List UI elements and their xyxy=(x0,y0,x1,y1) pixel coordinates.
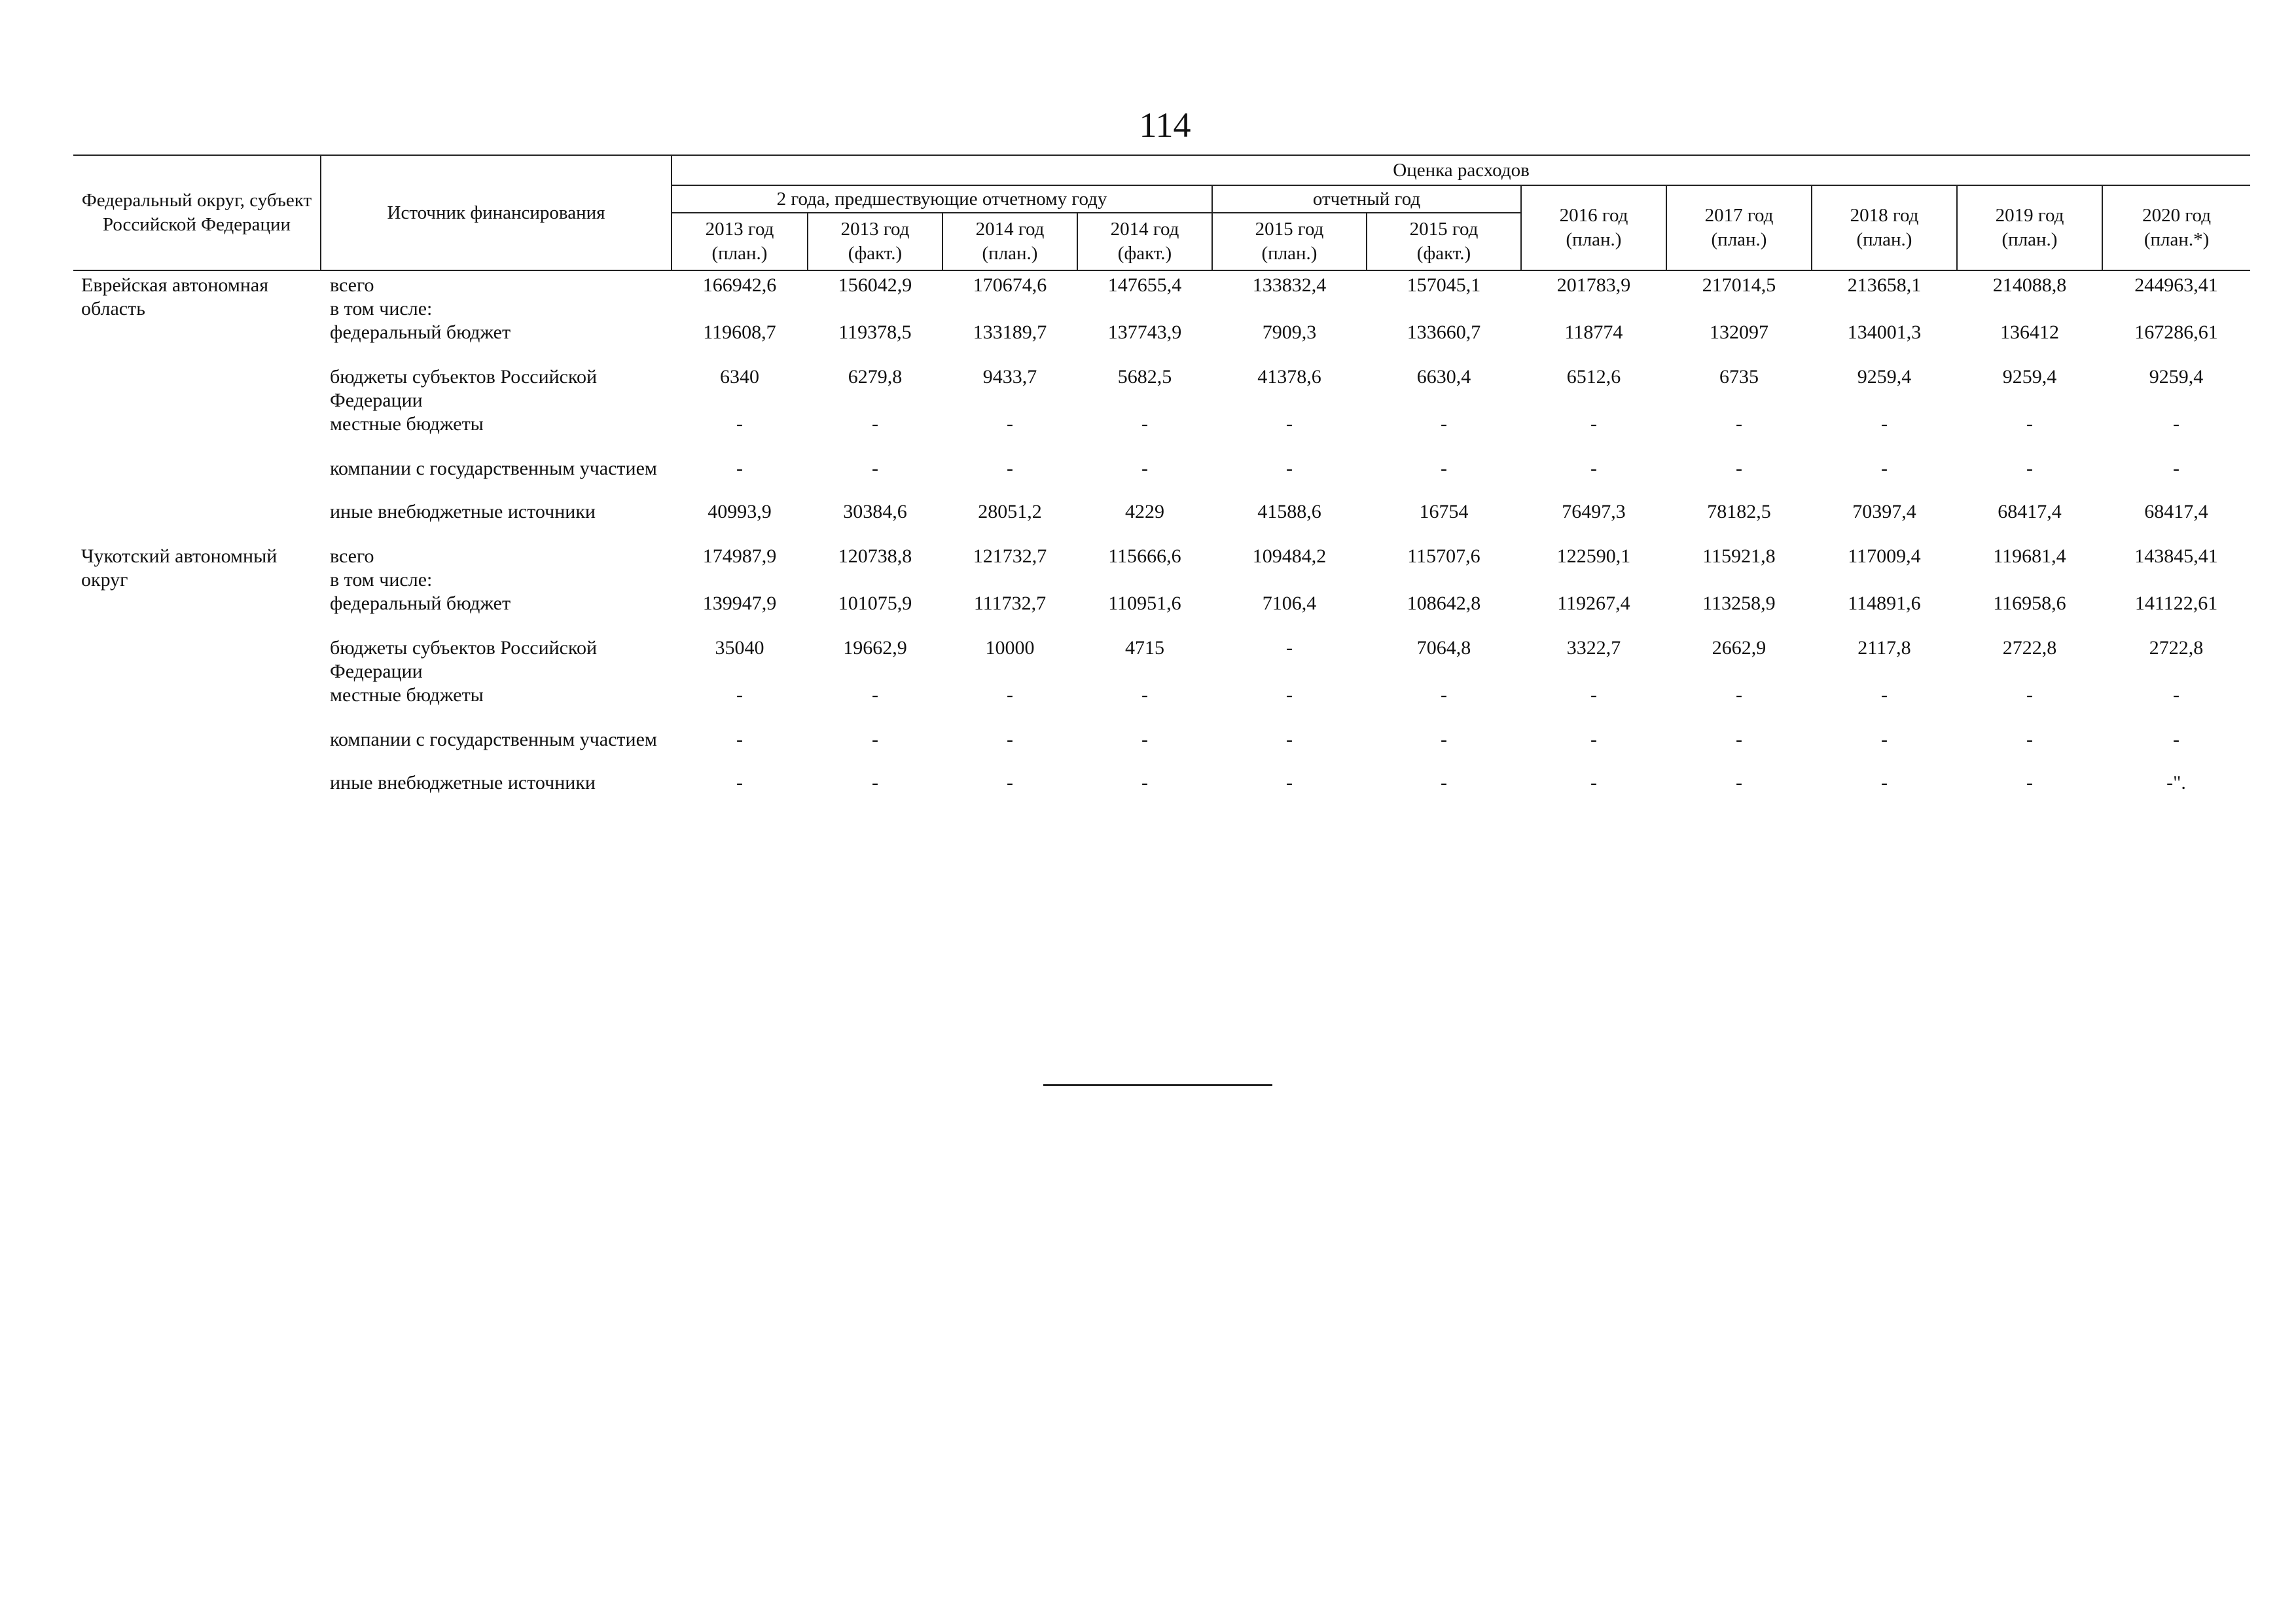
source-label: компании с государственным участием xyxy=(330,729,657,750)
region-cell-empty xyxy=(73,634,321,684)
expenditure-table xyxy=(73,155,2250,813)
value-cell: 115707,6 xyxy=(1407,545,1480,567)
value-cell: 9259,4 xyxy=(2002,366,2057,388)
value-cell: 10000 xyxy=(985,637,1035,659)
table-row xyxy=(73,363,2250,412)
value-cell: 19662,9 xyxy=(843,637,907,659)
value-cell: - xyxy=(1736,458,1742,479)
value-cell: 9259,4 xyxy=(2149,366,2204,388)
value-cell: 156042,9 xyxy=(838,274,912,296)
value-cell: 4715 xyxy=(1125,637,1164,659)
source-label: бюджеты субъектов Российской Федерации xyxy=(330,366,598,411)
value-cell: - xyxy=(1141,684,1148,706)
source-cell xyxy=(321,771,672,813)
value-cell: - xyxy=(1007,772,1013,793)
value-cell: 214088,8 xyxy=(1992,274,2067,296)
value-cell: - xyxy=(872,458,878,479)
region-cell-empty xyxy=(73,363,321,412)
source-cell xyxy=(321,500,672,542)
value-cell: - xyxy=(1441,684,1447,706)
region-name: Чукотский автономный округ xyxy=(81,545,278,591)
source-sublabel: в том числе: xyxy=(330,298,433,319)
year-column-header: 2015 год (факт.) xyxy=(1367,213,1521,270)
value-cell: 4229 xyxy=(1125,501,1164,522)
table-row xyxy=(73,542,2250,592)
source-label: бюджеты субъектов Российской Федерации xyxy=(330,637,598,682)
value-cell: 174987,9 xyxy=(702,545,777,567)
value-cell: 217014,5 xyxy=(1702,274,1776,296)
value-cell: - xyxy=(1590,772,1597,793)
value-cell: 119681,4 xyxy=(1993,545,2066,567)
report-year-group-header: отчетный год xyxy=(1212,185,1521,213)
year-column-header: 2013 год (факт.) xyxy=(808,213,942,270)
page-number: 114 xyxy=(1139,105,1191,145)
value-cell: - xyxy=(1881,684,1888,706)
value-cell: - xyxy=(736,458,743,479)
value-cell: 134001,3 xyxy=(1847,321,1922,343)
value-cell: 2722,8 xyxy=(2149,637,2204,659)
value-cell: - xyxy=(1441,729,1447,750)
value-cell: 120738,8 xyxy=(838,545,912,567)
region-cell-empty xyxy=(73,771,321,813)
source-label: иные внебюджетные источники xyxy=(330,501,596,522)
value-cell: 7909,3 xyxy=(1262,321,1317,343)
value-cell: 6279,8 xyxy=(848,366,903,388)
value-cell: 117009,4 xyxy=(1848,545,1921,567)
value-cell: - xyxy=(1441,458,1447,479)
value-cell: - xyxy=(1286,729,1293,750)
budget-table-sheet xyxy=(73,155,2250,940)
value-cell: - xyxy=(736,413,743,435)
value-cell: - xyxy=(1441,772,1447,793)
value-cell: - xyxy=(1286,684,1293,706)
year-column-header: 2019 год (план.) xyxy=(1957,185,2102,270)
source-cell xyxy=(321,412,672,454)
source-label: всего xyxy=(330,545,374,567)
source-label: федеральный бюджет xyxy=(330,593,511,614)
value-cell: - xyxy=(1590,729,1597,750)
value-cell: - xyxy=(872,684,878,706)
value-cell: 244963,41 xyxy=(2134,274,2218,296)
value-cell: 118774 xyxy=(1564,321,1623,343)
value-cell: 116958,6 xyxy=(1993,593,2066,614)
value-cell: - xyxy=(2173,684,2180,706)
value-cell: - xyxy=(2026,413,2033,435)
value-cell: 108642,8 xyxy=(1407,593,1481,614)
value-cell: - xyxy=(1736,729,1742,750)
table-row xyxy=(73,500,2250,542)
value-cell: - xyxy=(2026,729,2033,750)
value-cell: 41588,6 xyxy=(1257,501,1321,522)
value-cell: 68417,4 xyxy=(2144,501,2208,522)
source-cell xyxy=(321,542,672,592)
table-header xyxy=(73,155,2250,270)
table-row xyxy=(73,270,2250,321)
table-row xyxy=(73,634,2250,684)
value-cell: - xyxy=(1736,413,1742,435)
table-body xyxy=(73,270,2250,813)
value-cell: 5682,5 xyxy=(1117,366,1172,388)
source-label: местные бюджеты xyxy=(330,413,484,435)
value-cell: - xyxy=(2026,684,2033,706)
region-cell-empty xyxy=(73,454,321,500)
table-row xyxy=(73,592,2250,634)
value-cell: 110951,6 xyxy=(1108,593,1181,614)
value-cell: 9259,4 xyxy=(1857,366,1912,388)
value-cell: - xyxy=(1590,413,1597,435)
source-label: всего xyxy=(330,274,374,296)
source-cell xyxy=(321,363,672,412)
table-row xyxy=(73,412,2250,454)
source-label: иные внебюджетные источники xyxy=(330,772,596,793)
value-cell: 2662,9 xyxy=(1712,637,1767,659)
source-cell xyxy=(321,684,672,725)
value-cell: 157045,1 xyxy=(1407,274,1481,296)
year-column-header: 2018 год (план.) xyxy=(1812,185,1957,270)
value-cell: 35040 xyxy=(715,637,764,659)
source-sublabel: в том числе: xyxy=(330,569,433,591)
value-cell: - xyxy=(1881,729,1888,750)
value-cell: 167286,61 xyxy=(2134,321,2218,343)
value-cell: 70397,4 xyxy=(1852,501,1916,522)
value-cell: - xyxy=(1881,458,1888,479)
value-cell: - xyxy=(2173,413,2180,435)
value-cell: 143845,41 xyxy=(2134,545,2218,567)
table-row xyxy=(73,771,2250,813)
value-cell: 136412 xyxy=(2000,321,2059,343)
value-cell: 6512,6 xyxy=(1566,366,1621,388)
value-cell: 2117,8 xyxy=(1857,637,1911,659)
value-cell: 115921,8 xyxy=(1702,545,1776,567)
value-cell: 170674,6 xyxy=(973,274,1047,296)
source-label: местные бюджеты xyxy=(330,684,484,706)
value-cell: 141122,61 xyxy=(2134,593,2218,614)
table-row xyxy=(73,454,2250,500)
source-cell xyxy=(321,270,672,321)
value-cell: 122590,1 xyxy=(1556,545,1631,567)
value-cell: - xyxy=(1736,772,1742,793)
value-cell: 3322,7 xyxy=(1566,637,1621,659)
value-cell: - xyxy=(736,684,743,706)
region-name: Еврейская автономная область xyxy=(81,274,268,319)
value-cell: 28051,2 xyxy=(978,501,1042,522)
value-cell: - xyxy=(1007,684,1013,706)
value-cell: 6735 xyxy=(1719,366,1759,388)
value-cell: - xyxy=(1590,684,1597,706)
region-cell-empty xyxy=(73,725,321,771)
value-cell: 7064,8 xyxy=(1416,637,1471,659)
value-cell: - xyxy=(872,729,878,750)
value-cell: - xyxy=(736,729,743,750)
region-cell-empty xyxy=(73,412,321,454)
value-cell: - xyxy=(1286,413,1293,435)
region-cell-empty xyxy=(73,592,321,634)
value-cell: 101075,9 xyxy=(838,593,912,614)
value-cell: - xyxy=(1286,637,1293,659)
value-cell: 114891,6 xyxy=(1848,593,1921,614)
year-column-header: 2020 год (план.*) xyxy=(2102,185,2250,270)
value-cell: 133189,7 xyxy=(973,321,1047,343)
value-cell: -". xyxy=(2166,772,2186,793)
value-cell: 132097 xyxy=(1710,321,1768,343)
prior-years-group-header: 2 года, предшествующие отчетному году xyxy=(672,185,1212,213)
source-cell xyxy=(321,725,672,771)
value-cell: - xyxy=(2026,772,2033,793)
value-cell: - xyxy=(2173,729,2180,750)
source-cell xyxy=(321,592,672,634)
value-cell: 147655,4 xyxy=(1107,274,1182,296)
value-cell: 7106,4 xyxy=(1262,593,1317,614)
year-column-header: 2013 год (план.) xyxy=(672,213,808,270)
source-cell xyxy=(321,321,672,363)
value-cell: 41378,6 xyxy=(1257,366,1321,388)
region-column-header: Федеральный округ, субъект Российской Федерации xyxy=(73,155,321,270)
value-cell: - xyxy=(1007,413,1013,435)
value-cell: - xyxy=(736,772,743,793)
value-cell: 115666,6 xyxy=(1108,545,1181,567)
value-cell: - xyxy=(1881,413,1888,435)
value-cell: - xyxy=(1141,458,1148,479)
value-cell: 76497,3 xyxy=(1562,501,1626,522)
value-cell: 139947,9 xyxy=(702,593,777,614)
value-cell: - xyxy=(1141,729,1148,750)
value-cell: - xyxy=(1590,458,1597,479)
value-cell: - xyxy=(1141,413,1148,435)
value-cell: 9433,7 xyxy=(982,366,1037,388)
value-cell: 40993,9 xyxy=(708,501,772,522)
value-cell: 119608,7 xyxy=(703,321,776,343)
value-cell: 109484,2 xyxy=(1252,545,1327,567)
value-cell: 137743,9 xyxy=(1107,321,1182,343)
value-cell: 133832,4 xyxy=(1252,274,1327,296)
value-cell: - xyxy=(872,413,878,435)
value-cell: - xyxy=(1881,772,1888,793)
footer-rule xyxy=(1043,1084,1272,1086)
value-cell: 2722,8 xyxy=(2002,637,2057,659)
source-label: федеральный бюджет xyxy=(330,321,511,343)
value-cell: 119267,4 xyxy=(1557,593,1630,614)
region-cell-empty xyxy=(73,500,321,542)
year-column-header: 2015 год (план.) xyxy=(1212,213,1367,270)
table-row xyxy=(73,321,2250,363)
value-cell: 30384,6 xyxy=(843,501,907,522)
value-cell: - xyxy=(1007,729,1013,750)
value-cell: 6340 xyxy=(720,366,759,388)
value-cell: 6630,4 xyxy=(1416,366,1471,388)
year-column-header: 2016 год (план.) xyxy=(1521,185,1666,270)
value-cell: - xyxy=(2026,458,2033,479)
year-column-header: 2014 год (факт.) xyxy=(1077,213,1212,270)
value-cell: 16754 xyxy=(1419,501,1469,522)
value-cell: 68417,4 xyxy=(1998,501,2062,522)
year-column-header: 2017 год (план.) xyxy=(1666,185,1812,270)
value-cell: 113258,9 xyxy=(1702,593,1776,614)
value-cell: - xyxy=(1286,772,1293,793)
value-cell: 121732,7 xyxy=(973,545,1047,567)
value-cell: 111732,7 xyxy=(973,593,1047,614)
value-cell: - xyxy=(1007,458,1013,479)
value-cell: 119378,5 xyxy=(838,321,912,343)
value-cell: 213658,1 xyxy=(1847,274,1922,296)
table-row xyxy=(73,725,2250,771)
value-cell: - xyxy=(1286,458,1293,479)
value-cell: 78182,5 xyxy=(1707,501,1771,522)
value-cell: - xyxy=(2173,458,2180,479)
value-cell: - xyxy=(1736,684,1742,706)
table-row xyxy=(73,684,2250,725)
source-cell xyxy=(321,634,672,684)
value-cell: 166942,6 xyxy=(702,274,777,296)
source-column-header: Источник финансирования xyxy=(321,155,672,270)
value-cell: 201783,9 xyxy=(1556,274,1631,296)
region-cell-empty xyxy=(73,321,321,363)
source-cell xyxy=(321,454,672,500)
value-cell: - xyxy=(1441,413,1447,435)
year-column-header: 2014 год (план.) xyxy=(942,213,1077,270)
value-cell: - xyxy=(1141,772,1148,793)
region-cell-empty xyxy=(73,684,321,725)
source-label: компании с государственным участием xyxy=(330,458,657,479)
value-cell: - xyxy=(872,772,878,793)
value-cell: 133660,7 xyxy=(1407,321,1481,343)
estimate-group-header: Оценка расходов xyxy=(672,155,2250,185)
